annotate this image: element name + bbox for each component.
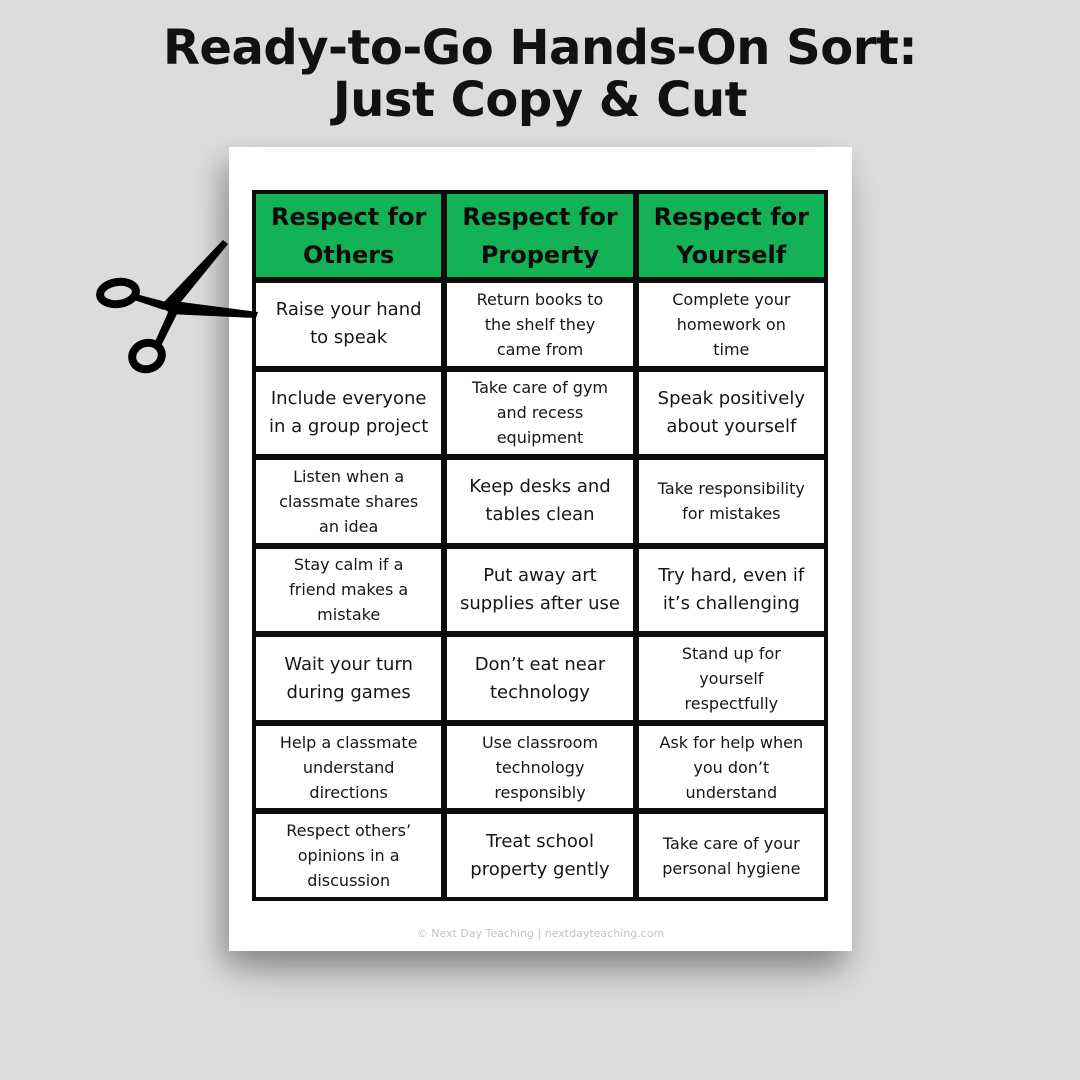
sort-card: Include everyone in a group project xyxy=(256,372,441,455)
copyright-footer: © Next Day Teaching | nextdayteaching.com xyxy=(416,927,665,940)
sort-card: Use classroom technology responsibly xyxy=(447,726,632,809)
sort-card: Don’t eat near technology xyxy=(447,637,632,720)
scissors-icon xyxy=(96,238,262,378)
headline-line-1: Ready-to-Go Hands-On Sort: xyxy=(162,20,918,76)
column-header-yourself: Respect for Yourself xyxy=(639,194,824,277)
column-header-property: Respect for Property xyxy=(447,194,632,277)
sort-table xyxy=(252,190,828,901)
sort-card: Take care of gym and recess equipment xyxy=(447,372,632,455)
sort-card: Try hard, even if it’s challenging xyxy=(639,549,824,632)
sort-card: Stay calm if a friend makes a mistake xyxy=(256,549,441,632)
sort-card: Treat school property gently xyxy=(447,814,632,897)
sort-card: Respect others’ opinions in a discussion xyxy=(256,814,441,897)
column-header-others: Respect for Others xyxy=(256,194,441,277)
headline-line-2: Just Copy & Cut xyxy=(332,72,748,128)
sort-card: Help a classmate understand directions xyxy=(256,726,441,809)
sort-card: Take responsibility for mistakes xyxy=(639,460,824,543)
sort-card: Wait your turn during games xyxy=(256,637,441,720)
headline xyxy=(0,22,1080,126)
sort-card: Put away art supplies after use xyxy=(447,549,632,632)
sort-card: Return books to the shelf they came from xyxy=(447,283,632,366)
sort-card: Ask for help when you don’t understand xyxy=(639,726,824,809)
sort-card: Complete your homework on time xyxy=(639,283,824,366)
sort-card: Listen when a classmate shares an idea xyxy=(256,460,441,543)
sort-card: Stand up for yourself respectfully xyxy=(639,637,824,720)
sort-card: Take care of your personal hygiene xyxy=(639,814,824,897)
worksheet-page xyxy=(229,147,852,951)
sort-card: Raise your hand to speak xyxy=(256,283,441,366)
sort-card: Speak positively about yourself xyxy=(639,372,824,455)
sort-card: Keep desks and tables clean xyxy=(447,460,632,543)
